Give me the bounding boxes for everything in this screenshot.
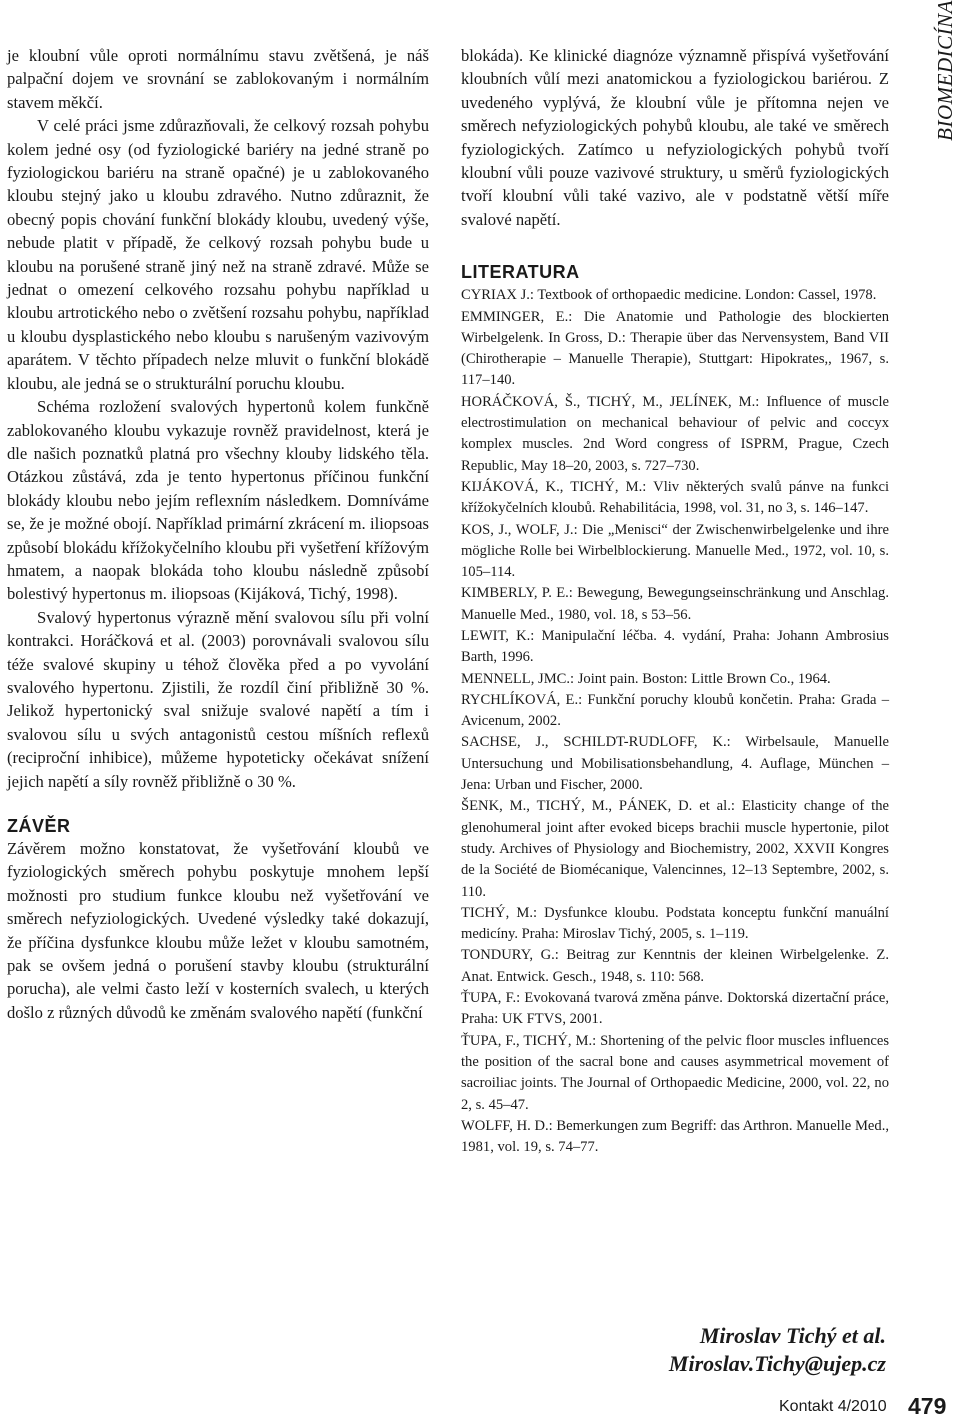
reference-item: KIJÁKOVÁ, K., TICHÝ, M.: Vliv některých svalů pánve na funkci křížokyčelních kloubů. Rehabilitácia, 1998, vol. 31, no 3, s. 146–147. xyxy=(461,478,889,517)
section-side-label xyxy=(930,0,960,200)
page-number: 479 xyxy=(908,1393,947,1419)
references-list xyxy=(461,285,889,1158)
body-paragraph: Schéma rozložení svalových hypertonů kolem funkčně zablokovaného kloubu vykazuje rovněž pravidelnost, která je dle našich poznatků platná pro všechny klouby lidského těla. Otázkou zůstává, zda je tento hypertonus příčinou funkční blokády kloubu nebo jejím reflexním následkem. Domníváme se, že je možné obojí. Například primární zkrácení m. iliopsoas způsobí blokádu křížokyčelního kloubu při vyšetření křížovým hmatem, a naopak blokáda toho kloubu následně způsobí bolestivý hypertonus m. iliopsoas (Kijáková, Tichý, 1998). xyxy=(7,397,429,604)
reference-item: HORÁČKOVÁ, Š., TICHÝ, M., JELÍNEK, M.: Influence of muscle electrostimulation on mechanical behaviour of pelvic and coccyx komplex muscles. 2nd Word congress of ISPRM, Prague, Czech Republic, May 18–20, 2003, s. 727–730. xyxy=(461,393,889,474)
reference-item: TICHÝ, M.: Dysfunkce kloubu. Podstata konceptu funkční manuální medicíny. Praha: Miroslav Tichý, 2005, s. 1–119. xyxy=(461,904,889,943)
reference-item: ŤUPA, F., TICHÝ, M.: Shortening of the pelvic floor muscles influences the position of the sacral bone and causes asymmetrical movement of sacroiliac joints. The Journal of Orthopaedic Medicine, 2000, vol. 22, no 2, s. 45–47. xyxy=(461,1032,889,1113)
right-column xyxy=(461,44,889,1158)
reference-item: ŤUPA, F.: Evokovaná tvarová změna pánve. Doktorská dizertační práce, Praha: UK FTVS, 2001. xyxy=(461,990,889,1028)
body-paragraph: je kloubní vůle oproti normálnímu stavu zvětšená, je náš palpační dojem ve srovnání se zablokovaným i normálním stavem měkčí. xyxy=(7,46,429,112)
reference-item: EMMINGER, E.: Die Anatomie und Pathologie des blockierten Wirbelgelenk. In Gross, D.: Therapie über das Nervensystem, Band VII (Chirotherapie – Manuelle Therapie), Stuttgart: Hipokrates,, 1967, s. 117–140. xyxy=(461,308,889,389)
reference-item: SACHSE, J., SCHILDT-RUDLOFF, K.: Wirbelsaule, Manuelle Untersuchung und Mobilisationsbehandlung, 4. Auflage, München – Jena: Urban und Fischer, 2000. xyxy=(461,734,889,794)
author-block xyxy=(669,1322,886,1378)
conclusion-paragraph: Závěrem možno konstatovat, že vyšetřování kloubů ve fyziologických směrech pohybu poskytuje mnohem lepší možnosti pro studium funkce kloubu než vyšetřování ve směrech nefyziologických. Uvedené výsledky také dokazují, že příčina dysfunkce kloubu může ležet v kloubu samotném, pak se ovšem jedná o porušení stavby kloubu (strukturální porucha), ale velmi často leží v kosterních svalech, u kterých došlo z různých důvodů ke změnám svalového napětí (funkční xyxy=(7,839,429,1022)
conclusion-heading: ZÁVĚR xyxy=(7,816,71,836)
footer-journal: Kontakt 4/2010 xyxy=(779,1398,887,1415)
references-heading: LITERATURA xyxy=(461,262,580,283)
author-email[interactable]: Miroslav.Tichy@ujep.cz xyxy=(668,1351,886,1376)
body-paragraph: Svalový hypertonus výrazně mění svalovou sílu při volní kontrakci. Horáčková et al. (2003) porovnávali svalovou sílu téže svalové skupiny u téhož člověka před a po vyvolání svalového hypertonu. Zjistili, že rozdíl činí přibližně 30 %. Jelikož hypertonický sval snižuje svalové napětí a tím i svalovou sílu u svých antagonistů cestou míšních reflexů (reciproční inhibice), můžeme hypoteticky očekávat snížení jejich napětí a síly rovněž přibližně o 30 %. xyxy=(7,607,429,791)
body-paragraph: V celé práci jsme zdůrazňovali, že celkový rozsah pohybu kolem jedné osy (od fyziologické bariéry na jedné straně po fyziologickou bariéru na straně opačné) je u zablokovaného kloubu stejný jako u kloubu zdravého. Nutno zdůraznit, že obecný popis chování funkční blokády kloubu, uvedený výše, nebude platit v případě, že celkový rozsah pohybu bude u kloubu na porušené straně jiný než na straně zdravé. Může se jednat o omezení celkového rozsahu pohybu například u kloubu artrotického nebo o zvětšení rozsahu pohybu, například u kloubu dysplastického nebo kloubu s narušeným vazivovým aparátem. V těchto případech nelze mluvit o funkční blokádě kloubu, ale jedná se o strukturální poruchu kloubu. xyxy=(7,116,429,393)
reference-item: MENNELL, JMC.: Joint pain. Boston: Little Brown Co., 1964. xyxy=(461,670,831,687)
reference-item: TONDURY, G.: Beitrag zur Kenntnis der kleinen Wirbelgelenke. Z. Anat. Entwick. Gesch., 1948, s. 110: 568. xyxy=(461,947,889,985)
reference-item: RYCHLÍKOVÁ, E.: Funkční poruchy kloubů končetin. Praha: Grada – Avicenum, 2002. xyxy=(461,691,889,730)
reference-item: ŠENK, M., TICHÝ, M., PÁNEK, D. et al.: Elasticity change of the glenohumeral joint after evoked biceps brachii muscle hypertonie, pilot study. Archives of Physiology and Biochemistry, 2002, XXVII Kongres de la Société de Biomécanique, Valencinnes, 12–13 Septembre, 2002, s. 110. xyxy=(461,798,889,900)
left-column xyxy=(7,44,429,1024)
reference-item: KOS, J., WOLF, J.: Die „Menisci“ der Zwischenwirbelgelenke und ihre mögliche Rolle bei Wirbelblockierung. Manuelle Med., 1972, vol. 10, s. 105–114. xyxy=(461,521,889,581)
body-paragraph-continuation: blokáda). Ke klinické diagnóze významně přispívá vyšetřování kloubních vůlí mezi anatomickou a fyziologickou bariérou. Z uvedeného vyplývá, že kloubní vůle je přítomna nejen ve směrech nefyziologických pohybů kloubu, ale také ve směrech fyziologických. Zatímco u nefyziologických pohybů tvoří kloubní vůli pouze vazivové struktury, u směrů fyziologických tvoří kloubní vůli také vazivo, ale v podstatně větší míře svalové napětí. xyxy=(461,46,889,229)
section-label-text: BIOMEDICÍNA xyxy=(932,0,957,141)
reference-item: WOLFF, H. D.: Bemerkungen zum Begriff: das Arthron. Manuelle Med., 1981, vol. 19, s. 74–77. xyxy=(461,1117,889,1156)
reference-item: LEWIT, K.: Manipulační léčba. 4. vydání, Praha: Johann Ambrosius Barth, 1996. xyxy=(461,628,889,666)
reference-item: CYRIAX J.: Textbook of orthopaedic medicine. London: Cassel, 1978. xyxy=(461,287,877,304)
reference-item: KIMBERLY, P. E.: Bewegung, Bewegungseinschränkung und Anschlag. Manuelle Med., 1980, vol. 18, s 53–56. xyxy=(461,585,889,623)
author-name: Miroslav Tichý et al. xyxy=(699,1323,886,1348)
